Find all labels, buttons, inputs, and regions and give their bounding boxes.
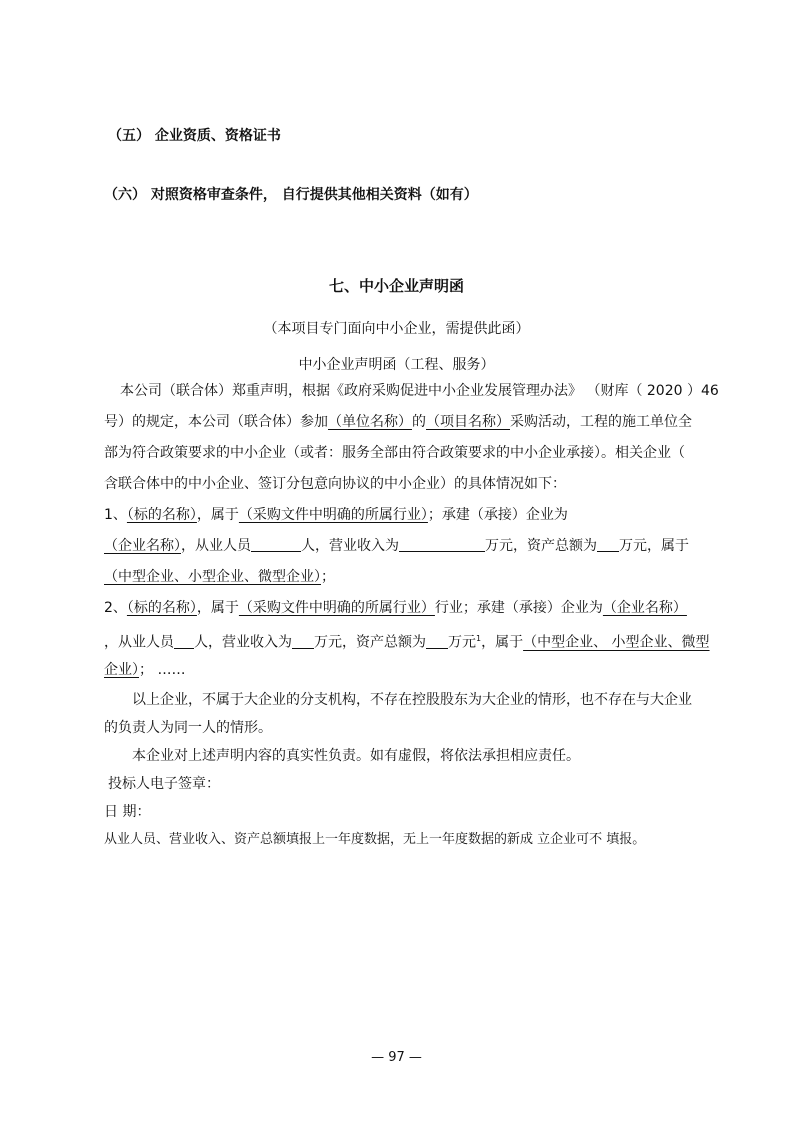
- industry-field: （采购文件中明确的所属行业）: [238, 600, 435, 616]
- intro-text: 的: [412, 414, 426, 430]
- intro-text: 号）的规定，本公司（联合体）参加: [104, 414, 328, 430]
- item-1-line-2: [104, 537, 689, 555]
- staff-count-blank: [174, 634, 194, 649]
- page-number: — 97 —: [371, 1050, 422, 1065]
- paragraph-2: 本企业对上述声明内容的真实性负责。如有虚假，将依法承担相应责任。: [132, 748, 580, 764]
- item-text: 行业；承建（承接）企业为: [434, 600, 603, 616]
- date-label: 日 期：: [104, 804, 151, 820]
- enterprise-size-field: （中型企业、 小型企业、微型: [523, 634, 710, 651]
- footnote-text: 从业人员、营业收入、资产总额填报上一年度数据，无上一年度数据的新成 立企业可不 填报。: [104, 832, 646, 847]
- item-text: 万元，属于: [619, 538, 689, 554]
- enterprise-size-field: 企业）: [104, 662, 139, 678]
- item-text: 万元，资产总额为: [314, 634, 426, 651]
- assets-blank: [426, 634, 448, 649]
- item-2-line-2: [104, 630, 710, 652]
- intro-text: 采购活动，工程的施工单位全: [510, 414, 692, 430]
- letter-note: （本项目专门面向中小企业，需提供此函）: [263, 321, 530, 337]
- bid-name-field: （标的名称）: [126, 600, 197, 616]
- project-name-field: （项目名称）: [426, 414, 510, 430]
- letter-subtitle: 中小企业声明函（工程、服务）: [298, 357, 495, 373]
- industry-field: （采购文件中明确的所属行业）: [238, 507, 428, 523]
- item-number: 1、: [104, 507, 127, 523]
- item-1-line-1: [104, 506, 568, 524]
- item-2-line-1: [104, 599, 687, 617]
- item-text: 人，营业收入为: [194, 634, 292, 651]
- item-text: ； ……: [139, 662, 186, 678]
- assets-blank: [597, 537, 619, 552]
- item-text: ；承建（承接）企业为: [427, 507, 568, 523]
- item-text: 万元，资产总额为: [485, 538, 597, 554]
- intro-line-4: 含联合体中的中小企业、签订分包意向协议的中小企业）的具体情况如下：: [104, 476, 566, 492]
- item-text: ，从业人员: [104, 634, 174, 651]
- footnote-mark: 1: [476, 634, 482, 643]
- paragraph-1-line-1: 以上企业，不属于大企业的分支机构，不存在控股股东为大企业的情形，也不存在与大企业: [132, 692, 692, 708]
- section-6-heading: （六） 对照资格审查条件， 自行提供其他相关资料（如有）: [104, 187, 478, 203]
- staff-count-blank: [251, 537, 301, 552]
- item-number: 2、: [104, 600, 127, 616]
- section-5-heading: （五） 企业资质、资格证书: [108, 128, 281, 144]
- letter-heading: 七、中小企业声明函: [328, 277, 464, 295]
- intro-line-1: 本公司（联合体）郑重声明，根据《政府采购促进中小企业发展管理办法》 （财库（ 2020 ）46: [120, 383, 719, 399]
- item-text: 人，营业收入为: [301, 538, 399, 554]
- signature-label: 投标人电子签章：: [108, 776, 220, 792]
- intro-line-2: [104, 413, 692, 431]
- item-text: ，属于: [196, 507, 239, 523]
- unit-name-field: （单位名称）: [328, 414, 412, 430]
- item-text: ，属于: [481, 634, 524, 651]
- enterprise-size-field: （中型企业、小型企业、微型企业）: [104, 569, 321, 585]
- item-text: ，属于: [196, 600, 239, 616]
- revenue-blank: [399, 537, 485, 552]
- bid-name-field: （标的名称）: [126, 507, 197, 523]
- company-name-field: （企业名称）: [104, 538, 181, 554]
- intro-line-3: 部为符合政策要求的中小企业（或者：服务全部由符合政策要求的中小企业承接）。相关企业（: [104, 445, 685, 461]
- company-name-field: （企业名称）: [602, 600, 687, 616]
- item-text: ；: [321, 569, 335, 585]
- revenue-blank: [292, 634, 314, 649]
- item-text: ，从业人员: [181, 538, 251, 554]
- item-1-line-3: [104, 568, 335, 586]
- item-text: 万元: [448, 634, 476, 651]
- paragraph-1-line-2: 的负责人为同一人的情形。: [104, 720, 272, 736]
- item-2-line-3: [104, 661, 185, 679]
